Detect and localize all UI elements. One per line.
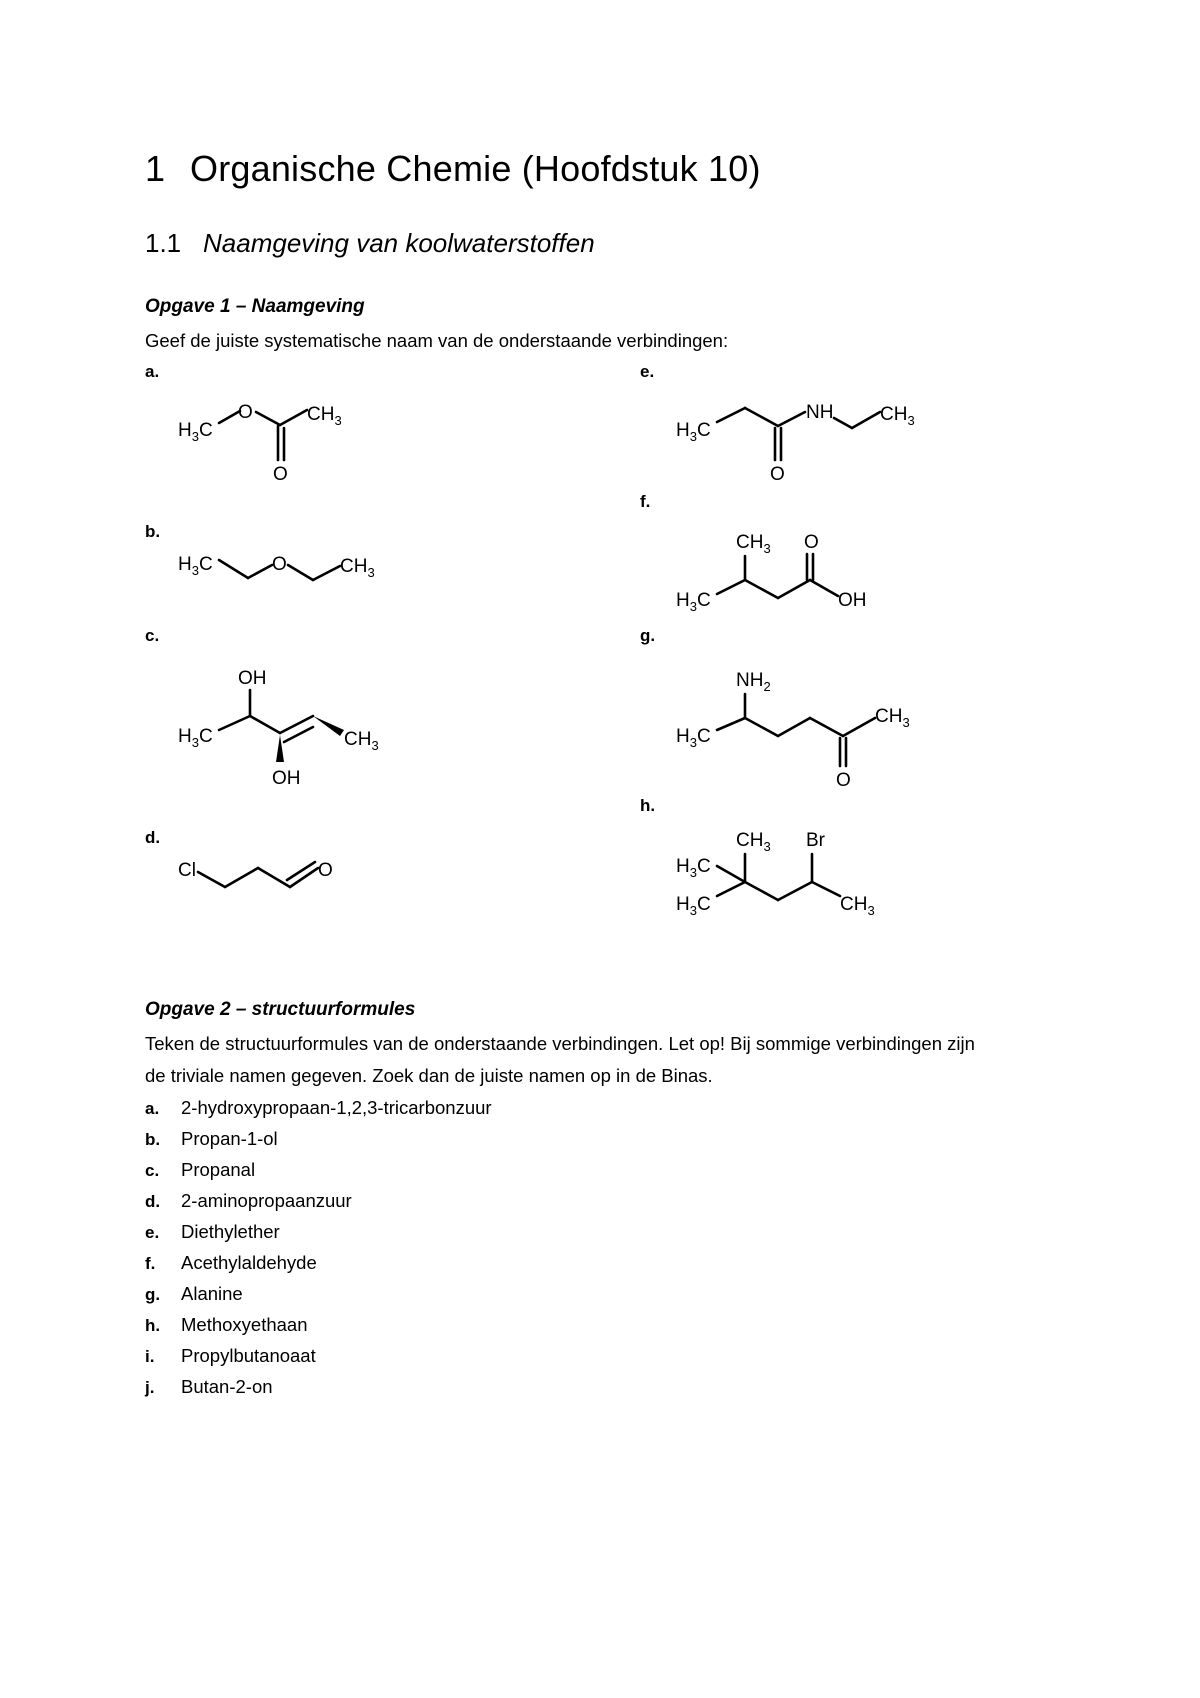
exercise-2-title: Opgave 2 – structuurformules <box>145 999 416 1020</box>
label-d: d. <box>145 828 161 847</box>
svg-text:H3C: $H_3C$ <box>676 726 711 750</box>
section-title: Naamgeving van koolwaterstoffen <box>203 228 595 258</box>
svg-text:H3C: $H_3C$ <box>178 554 213 578</box>
chapter-title: Organische Chemie (Hoofdstuk 10) <box>190 148 761 189</box>
list-item: b. Propan-1-ol <box>145 1128 278 1149</box>
svg-text:OH: OH <box>272 768 301 789</box>
svg-text:O: O <box>318 860 333 881</box>
list-item: a. 2-hydroxypropaan-1,2,3-tricarbonzuur <box>145 1097 492 1118</box>
svg-text:NH: NH <box>806 402 834 423</box>
label-g: g. <box>640 626 656 645</box>
svg-text:Cl: Cl <box>178 860 196 881</box>
svg-text:H3C: $H_3C$ <box>676 894 711 918</box>
svg-text:O: O <box>836 770 851 791</box>
svg-text:CH3: $CH_3$ <box>875 706 910 730</box>
svg-text:H3C: $H_3C$ <box>178 420 213 444</box>
svg-text:NH2: $NH_2$ <box>736 670 771 694</box>
exercise-2-instruction-line-2: de triviale namen gegeven. Zoek dan de juiste namen op in de Binas. <box>145 1065 713 1086</box>
svg-text:H3C: $H_3C$ <box>676 590 711 614</box>
svg-text:Br: Br <box>806 830 825 851</box>
exercise-1-title: Opgave 1 – Naamgeving <box>145 296 365 317</box>
list-item: g. Alanine <box>145 1283 243 1304</box>
list-item: j. Butan-2-on <box>145 1376 273 1397</box>
list-item: f. Acethylaldehyde <box>145 1252 317 1273</box>
label-e: e. <box>640 362 655 381</box>
svg-text:O: O <box>273 464 288 485</box>
svg-text:O: O <box>272 554 287 575</box>
exercise-2-instruction-line-1: Teken de structuurformules van de onderstaande verbindingen. Let op! Bij sommige verbindingen zijn <box>145 1033 975 1054</box>
list-item: h. Methoxyethaan <box>145 1314 308 1335</box>
atom-O: O <box>238 402 253 423</box>
svg-text:CH3: $CH_3$ <box>340 556 375 580</box>
exercise-1-instruction: Geef de juiste systematische naam van de onderstaande verbindingen: <box>145 330 729 351</box>
svg-text:O: O <box>770 464 785 485</box>
svg-text:O: O <box>804 532 819 553</box>
svg-text:CH3: $CH_3$ <box>840 894 875 918</box>
svg-text:CH3: $CH_3$ <box>736 830 771 854</box>
label-a: a. <box>145 362 160 381</box>
list-item: e. Diethylether <box>145 1221 280 1242</box>
label-b: b. <box>145 522 161 541</box>
svg-text:CH3: $CH_3$ <box>736 532 771 556</box>
list-item: i. Propylbutanoaat <box>145 1345 316 1366</box>
list-item: d. 2-aminopropaanzuur <box>145 1190 352 1211</box>
svg-text:OH: OH <box>838 590 867 611</box>
label-h: h. <box>640 796 656 815</box>
chapter-number: 1 <box>145 148 166 189</box>
label-f: f. <box>640 492 651 511</box>
svg-text:H3C: $H_3C$ <box>676 856 711 880</box>
section-number: 1.1 <box>145 228 182 258</box>
svg-text:H3C: $H_3C$ <box>178 726 213 750</box>
svg-text:CH3: $CH_3$ <box>307 404 342 428</box>
label-c: c. <box>145 626 160 645</box>
svg-text:OH: OH <box>238 668 267 689</box>
svg-text:H3C: $H_3C$ <box>676 420 711 444</box>
svg-text:CH3: $CH_3$ <box>344 729 379 753</box>
svg-text:CH3: $CH_3$ <box>880 404 915 428</box>
list-item: c. Propanal <box>145 1159 256 1180</box>
